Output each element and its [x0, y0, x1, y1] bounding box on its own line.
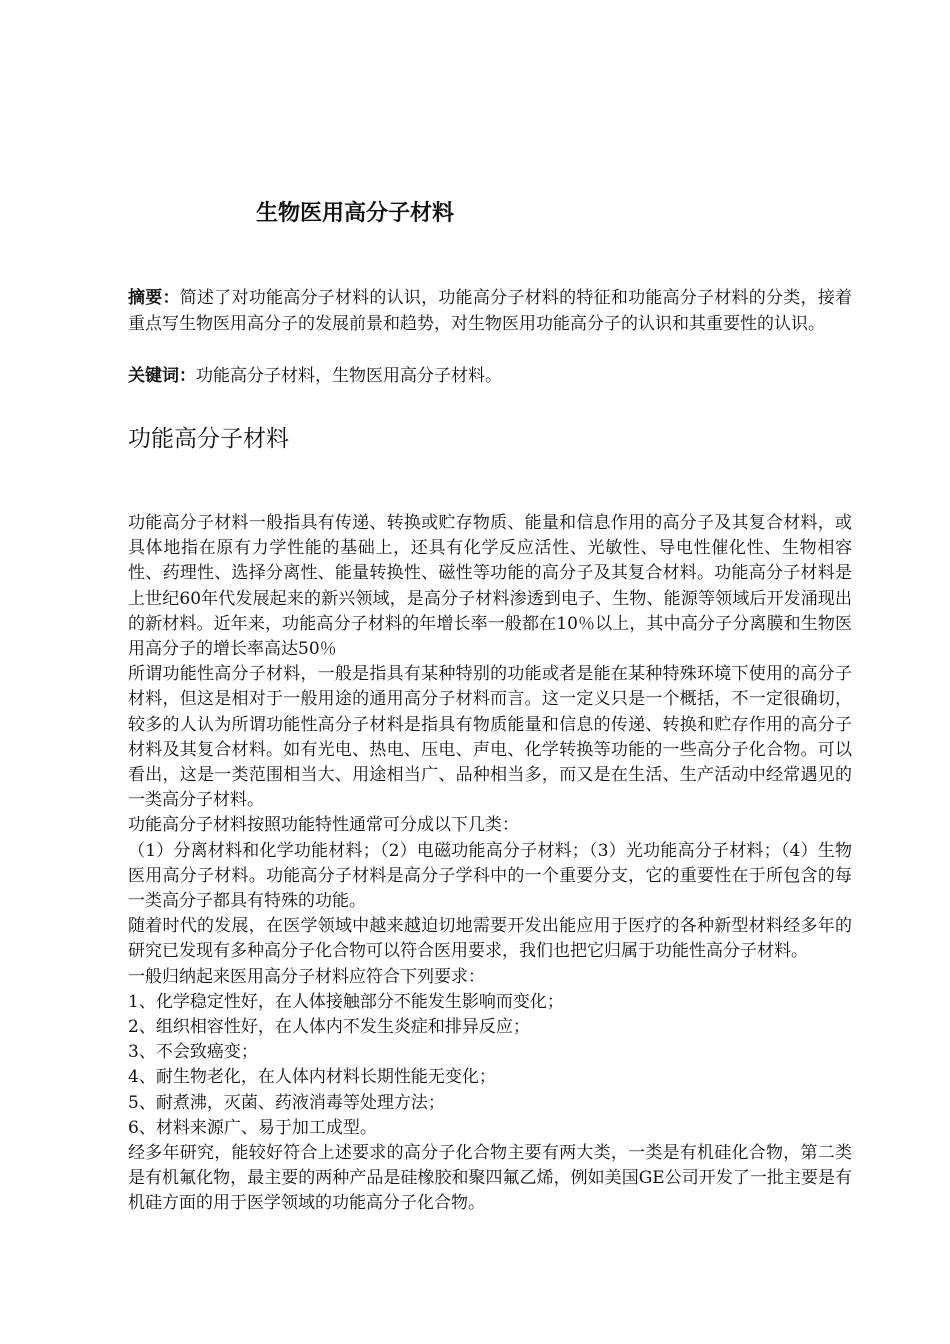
- paragraph-classification-list: （1）分离材料和化学功能材料；（2）电磁功能高分子材料；（3）光功能高分子材料；（4）生物医用高分子材料。功能高分子材料是高分子学科中的一个重要分支，它的重要性在于所包含的每一类高分子都具有特殊的功能。: [128, 840, 852, 912]
- requirement-item-5: 5、耐煮沸，灭菌、药液消毒等处理方法；: [128, 1092, 445, 1113]
- paragraph-conclusion: 经多年研究，能较好符合上述要求的高分子化合物主要有两大类，一类是有机硅化合物，第二类是有机氟化物，最主要的两种产品是硅橡胶和聚四氟乙烯，例如美国GE公司开发了一批主要是有机硅方面的用于医学领域的功能高分子化合物。: [128, 1143, 852, 1214]
- paragraph-requirements-intro: 一般归纳起来医用高分子材料应符合下列要求：: [128, 966, 485, 987]
- requirement-item-2: 2、组织相容性好，在人体内不发生炎症和排异反应；: [128, 1017, 530, 1038]
- section-heading: 功能高分子材料: [128, 426, 289, 452]
- body-text: [128, 511, 852, 1217]
- keywords-label: 关键词：: [128, 366, 196, 386]
- requirement-item-1: 1、化学稳定性好，在人体接触部分不能发生影响而变化；: [128, 991, 564, 1012]
- abstract-label: 摘要：: [128, 288, 180, 308]
- abstract-text: 简述了对功能高分子材料的认识，功能高分子材料的特征和功能高分子材料的分类，接着重点写生物医用高分子的发展前景和趋势，对生物医用功能高分子的认识和其重要性的认识。: [128, 288, 853, 334]
- paragraph-definition: 功能高分子材料一般指具有传递、转换或贮存物质、能量和信息作用的高分子及其复合材料，或具体地指在原有力学性能的基础上，还具有化学反应活性、光敏性、导电性催化性、生物相容性、药理性、选择分离性、能量转换性、磁性等功能的高分子及其复合材料。功能高分子材料是上世纪60年代发展起来的新兴领域，是高分子材料渗透到电子、生物、能源等领域后开发涌现出的新材料。近年来，功能高分子材料的年增长率一般都在10％以上，其中高分子分离膜和生物医用高分子的增长率高达50％: [128, 513, 852, 660]
- paragraph-classification-intro: 功能高分子材料按照功能特性通常可分成以下几类：: [128, 815, 519, 836]
- requirement-item-3: 3、不会致癌变；: [128, 1042, 258, 1063]
- document-title: 生物医用高分子材料: [256, 201, 455, 226]
- keywords-text: 功能高分子材料，生物医用高分子材料。: [196, 366, 502, 386]
- paragraph-medical-need: 随着时代的发展，在医学领域中越来越迫切地需要开发出能应用于医疗的各种新型材料经多年的研究已发现有多种高分子化合物可以符合医用要求，我们也把它归属于功能性高分子材料。: [128, 916, 852, 962]
- keywords: [128, 363, 852, 389]
- requirement-item-6: 6、材料来源广、易于加工成型。: [128, 1117, 377, 1138]
- paragraph-functional-polymers: 所谓功能性高分子材料，一般是指具有某种特别的功能或者是能在某种特殊环境下使用的高分子材料，但这是相对于一般用途的通用高分子材料而言。这一定义只是一个概括，不一定很确切，较多的人认为所谓功能性高分子材料是指具有物质能量和信息的传递、转换和贮存作用的高分子材料及其复合材料。如有光电、热电、压电、声电、化学转换等功能的一些高分子化合物。可以看出，这是一类范围相当大、用途相当广、品种相当多，而又是在生活、生产活动中经常遇见的一类高分子材料。: [128, 664, 852, 811]
- requirement-item-4: 4、耐生物老化，在人体内材料长期性能无变化；: [128, 1067, 496, 1088]
- abstract: [128, 285, 852, 337]
